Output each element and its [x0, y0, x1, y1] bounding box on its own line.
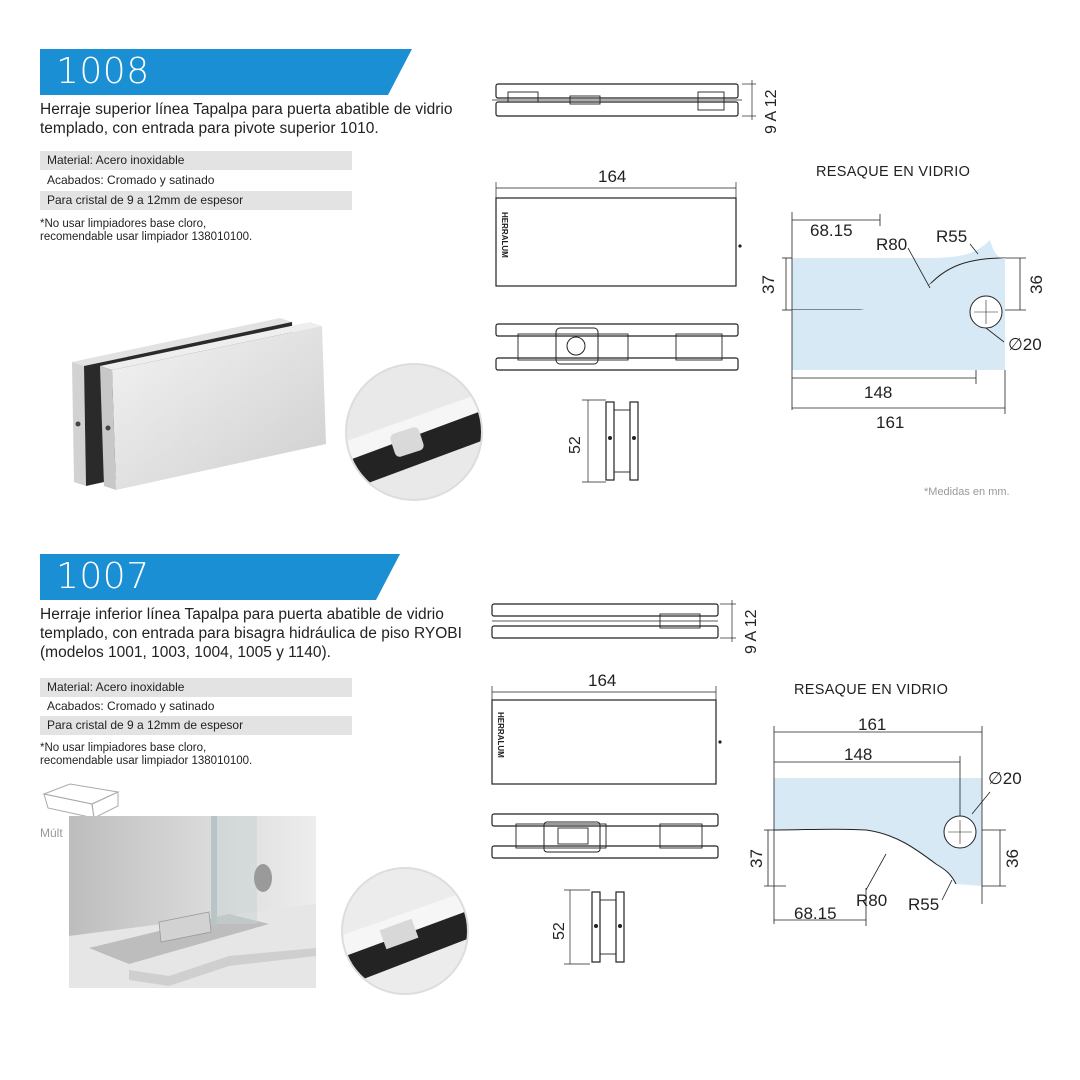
cutout-height-right: 36 — [1003, 849, 1022, 868]
cutout-radius-small: R55 — [908, 895, 940, 914]
installation-photo — [69, 816, 316, 988]
cutout-width-inner: 148 — [844, 745, 873, 764]
product-code-banner — [40, 49, 412, 95]
care-note — [40, 218, 252, 244]
cutout-title: RESAQUE EN VIDRIO — [816, 164, 971, 180]
box-icon — [40, 780, 122, 820]
product-code: 1008 — [56, 51, 150, 92]
detail-closeup — [344, 362, 484, 502]
care-note-line: *No usar limpiadores base cloro, — [40, 742, 207, 754]
cutout-radius-large: R80 — [856, 891, 888, 910]
partial-caption: Múlt — [40, 826, 63, 840]
cutout-radius-large: R80 — [876, 235, 908, 254]
height-label: 52 — [567, 436, 584, 454]
cutout-radius-small: R55 — [936, 227, 968, 246]
product-photo — [60, 300, 340, 500]
cutout-title: RESAQUE EN VIDRIO — [794, 682, 949, 698]
thickness-label: 9 A 12 — [763, 89, 780, 134]
care-note-line: recomendable usar limpiador 138010100. — [40, 231, 253, 243]
detail-closeup — [340, 866, 470, 996]
cutout-width-inner: 148 — [864, 383, 893, 402]
care-note-line: recomendable usar limpiador 138010100. — [40, 755, 253, 767]
care-note-line: *No usar limpiadores base cloro, — [40, 218, 207, 230]
technical-drawing-1007 — [480, 590, 780, 990]
product-code-banner — [40, 554, 400, 600]
spec-finish: Acabados: Cromado y satinado — [47, 699, 215, 713]
cutout-hole-label: ∅20 — [988, 769, 1022, 788]
product-code: 1007 — [56, 556, 150, 597]
length-label: 164 — [588, 671, 617, 690]
cutout-diagram-1007 — [747, 714, 1056, 934]
cutout-diagram-1008 — [759, 200, 1050, 440]
brand-mark: HERRALUM — [496, 712, 505, 758]
care-note — [40, 742, 252, 768]
spec-material: Material: Acero inoxidable — [40, 151, 352, 170]
product-description: Herraje inferior línea Tapalpa para puerta abatible de vidrio templado, con entrada para bisagra hidráulica de piso RYOBI (modelos 1001, 1003, 1004, 1005 y 1140). — [40, 606, 462, 661]
cutout-height-left: 37 — [747, 849, 766, 868]
cutout-offset-label: 68.15 — [794, 904, 837, 923]
spec-finish: Acabados: Cromado y satinado — [47, 173, 215, 187]
measure-note: *Medidas en mm. — [924, 486, 1010, 498]
product-description: Herraje superior línea Tapalpa para puerta abatible de vidrio templado, con entrada para pivote superior 1010. — [40, 101, 453, 137]
spec-thickness: Para cristal de 9 a 12mm de espesor — [40, 191, 352, 210]
cutout-height-right: 36 — [1027, 275, 1046, 294]
thickness-label: 9 A 12 — [743, 609, 760, 654]
cutout-height-left: 37 — [759, 275, 778, 294]
spec-material: Material: Acero inoxidable — [40, 678, 352, 697]
cutout-width-outer: 161 — [858, 715, 887, 734]
height-label: 52 — [551, 922, 568, 940]
cutout-offset-label: 68.15 — [810, 221, 853, 240]
brand-mark: HERRALUM — [500, 212, 509, 258]
cutout-width-outer: 161 — [876, 413, 905, 432]
spec-thickness: Para cristal de 9 a 12mm de espesor — [40, 716, 352, 735]
length-label: 164 — [598, 167, 627, 186]
cutout-hole-label: ∅20 — [1008, 335, 1042, 354]
